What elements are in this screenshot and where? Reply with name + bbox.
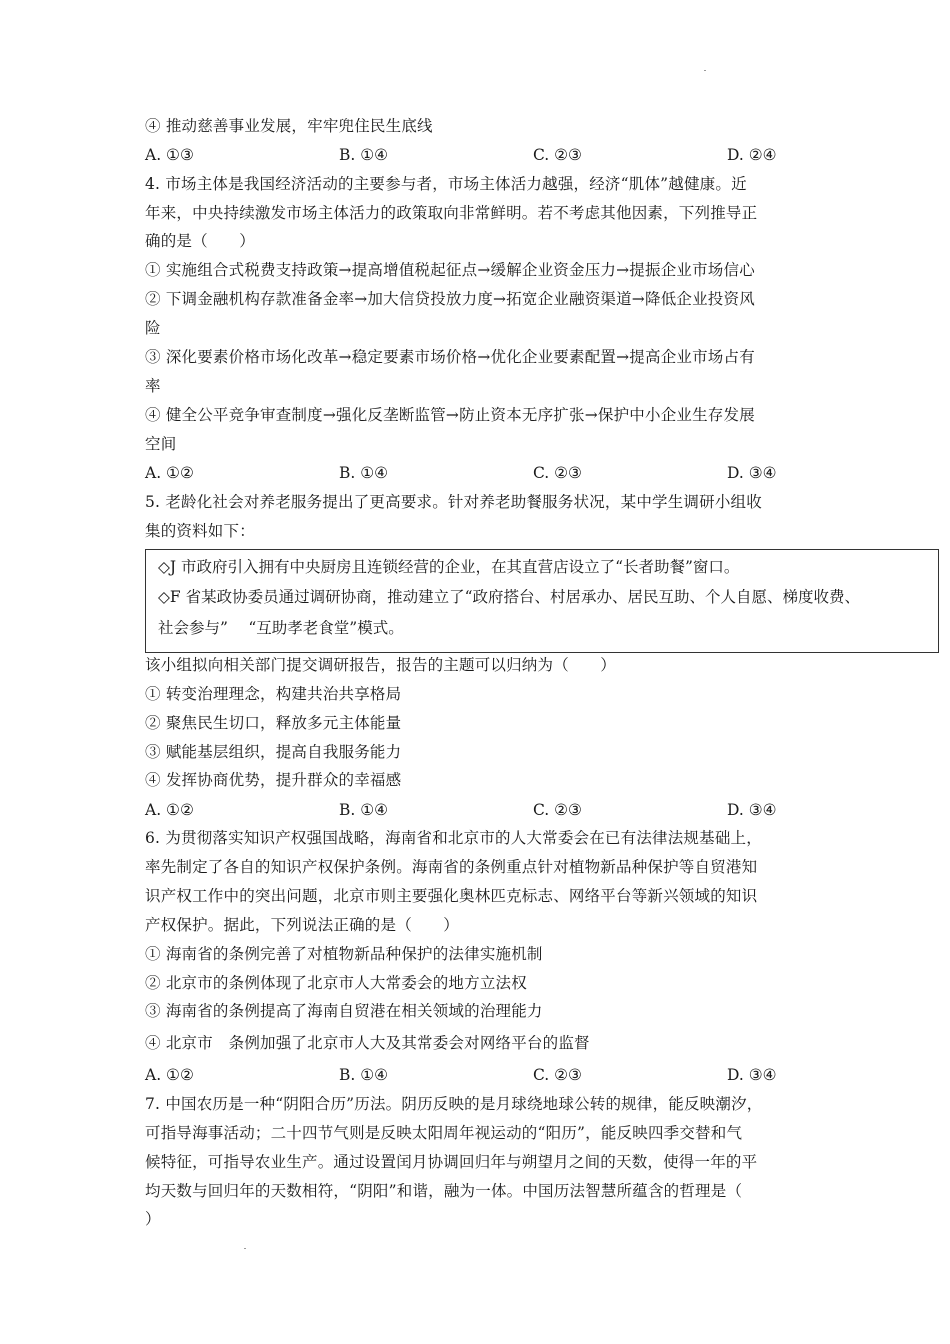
- q3-option-d: D. ②④: [727, 146, 777, 164]
- q6-item-2: ② 北京市的条例体现了北京市人大常委会的地方立法权: [145, 974, 527, 992]
- q4-stem-line-2: 年来，中央持续激发市场主体活力的政策取向非常鲜明。若不考虑其他因素，下列推导正: [145, 204, 758, 222]
- q4-item-3-cont: 率: [145, 377, 161, 395]
- q6-stem-line-1: 6. 为贯彻落实知识产权强国战略，海南省和北京市的人大常委会在已有法律法规基础上，: [145, 829, 762, 847]
- q3-option-b: B. ①④: [339, 146, 389, 164]
- q4-item-1: ① 实施组合式税费支持政策→提高增值税起征点→缓解企业资金压力→提振企业市场信心: [145, 261, 755, 279]
- q7-stem-line-4: 均天数与回归年的天数相符，“阴阳”和谐，融为一体。中国历法智慧所蕴含的哲理是（: [145, 1182, 743, 1200]
- q5-material-line-2: ◇F 省某政协委员通过调研协商，推动建立了“政府搭台、村居承办、居民互助、个人自愿、梯度收费、: [158, 588, 861, 606]
- q6-options: [145, 1064, 825, 1086]
- scan-speck: [244, 1248, 246, 1249]
- q6-option-a: A. ①②: [145, 1066, 194, 1084]
- scan-speck: [704, 70, 706, 71]
- q3-option-a: A. ①③: [145, 146, 194, 164]
- q6-option-d: D. ③④: [727, 1066, 777, 1084]
- q5-item-2: ② 聚焦民生切口，释放多元主体能量: [145, 714, 402, 732]
- q5-stem-line-1: 5. 老龄化社会对养老服务提出了更高要求。针对养老助餐服务状况，某中学生调研小组收: [145, 493, 762, 511]
- q5-stem-line-2: 集的资料如下：: [145, 522, 255, 540]
- q4-stem-line-3: 确的是（ ）: [145, 232, 255, 250]
- q4-item-4: ④ 健全公平竞争审查制度→强化反垄断监管→防止资本无序扩张→保护中小企业生存发展: [145, 406, 755, 424]
- q6-option-c: C. ②③: [533, 1066, 582, 1084]
- q5-question: 该小组拟向相关部门提交调研报告，报告的主题可以归纳为（ ）: [145, 656, 617, 674]
- q3-option-c: C. ②③: [533, 146, 582, 164]
- q5-option-a: A. ①②: [145, 801, 194, 819]
- q4-option-c: C. ②③: [533, 464, 582, 482]
- q6-stem-line-2: 率先制定了各自的知识产权保护条例。海南省的条例重点针对植物新品种保护等自贸港知: [145, 858, 758, 876]
- q5-material-line-3: 社会参与” “互助孝老食堂”模式。: [158, 619, 404, 637]
- q7-stem-line-1: 7. 中国农历是一种“阴阳合历”历法。阴历反映的是月球绕地球公转的规律，能反映潮汐，: [145, 1095, 763, 1113]
- q4-item-2-cont: 险: [145, 319, 161, 337]
- q6-option-b: B. ①④: [339, 1066, 389, 1084]
- q6-stem-line-3: 识产权工作中的突出问题，北京市则主要强化奥林匹克标志、网络平台等新兴领域的知识: [145, 887, 758, 905]
- q5-item-3: ③ 赋能基层组织，提高自我服务能力: [145, 743, 402, 761]
- q5-options: [145, 799, 825, 821]
- q4-option-a: A. ①②: [145, 464, 194, 482]
- q7-stem-line-2: 可指导海事活动；二十四节气则是反映太阳周年视运动的“阳历”，能反映四季交替和气: [145, 1124, 743, 1142]
- q4-item-3: ③ 深化要素价格市场化改革→稳定要素市场价格→优化企业要素配置→提高企业市场占有: [145, 348, 755, 366]
- q6-item-1: ① 海南省的条例完善了对植物新品种保护的法律实施机制: [145, 945, 543, 963]
- q5-item-4: ④ 发挥协商优势，提升群众的幸福感: [145, 771, 402, 789]
- q6-item-3: ③ 海南省的条例提高了海南自贸港在相关领域的治理能力: [145, 1002, 543, 1020]
- q6-item-4: ④ 北京市 条例加强了北京市人大及其常委会对网络平台的监督: [145, 1034, 590, 1052]
- q5-material-line-1: ◇J 市政府引入拥有中央厨房且连锁经营的企业，在其直营店设立了“长者助餐”窗口。: [158, 558, 740, 576]
- q4-item-2: ② 下调金融机构存款准备金率→加大信贷投放力度→拓宽企业融资渠道→降低企业投资风: [145, 290, 755, 308]
- q3-item-4: ④ 推动慈善事业发展，牢牢兜住民生底线: [145, 117, 433, 135]
- q3-options: [145, 144, 825, 166]
- q4-option-d: D. ③④: [727, 464, 777, 482]
- q6-stem-line-4: 产权保护。据此，下列说法正确的是（ ）: [145, 916, 460, 934]
- q4-options: [145, 462, 825, 484]
- q7-stem-line-5: ）: [145, 1210, 161, 1228]
- q5-item-1: ① 转变治理理念，构建共治共享格局: [145, 685, 402, 703]
- q4-option-b: B. ①④: [339, 464, 389, 482]
- q5-material-box: [145, 549, 939, 653]
- q5-option-b: B. ①④: [339, 801, 389, 819]
- q4-stem-line-1: 4. 市场主体是我国经济活动的主要参与者，市场主体活力越强，经济“肌体”越健康。近: [145, 175, 747, 193]
- q5-option-c: C. ②③: [533, 801, 582, 819]
- q7-stem-line-3: 候特征，可指导农业生产。通过设置闰月协调回归年与朔望月之间的天数，使得一年的平: [145, 1153, 758, 1171]
- q5-option-d: D. ③④: [727, 801, 777, 819]
- q4-item-4-cont: 空间: [145, 435, 177, 453]
